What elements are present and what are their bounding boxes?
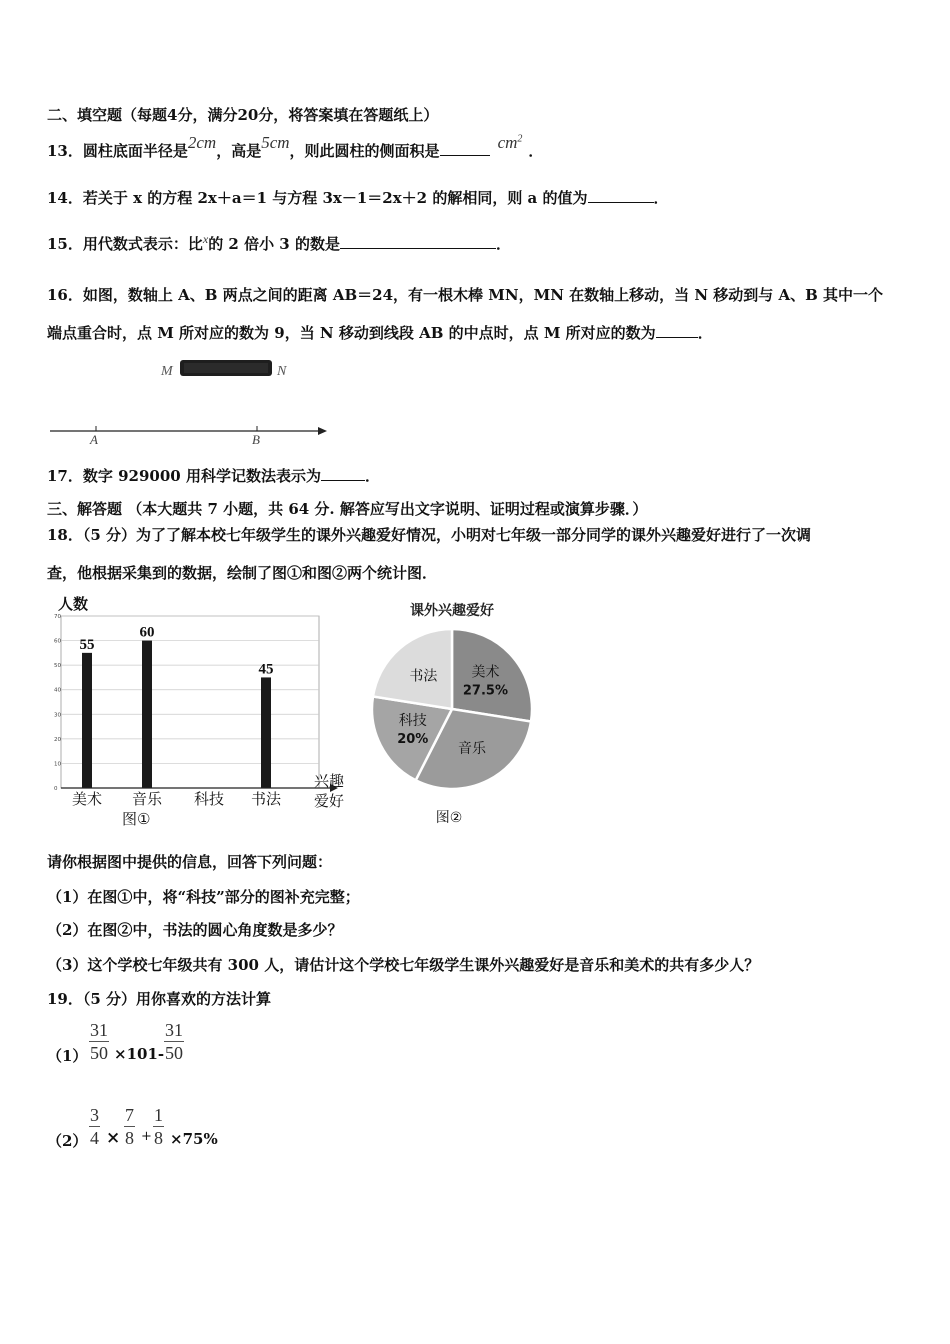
q19-p2-op2: + (141, 1129, 152, 1144)
q17-text: 17．数字 929000 用科学记数法表示为 (47, 467, 321, 485)
bar-y-tick-label: 40 (54, 687, 61, 694)
pie-slice-label: 音乐 (457, 741, 486, 758)
bar-value-label: 45 (258, 661, 274, 678)
q19-p2-fraction1 (89, 1105, 100, 1148)
q14-end: ． (653, 189, 669, 207)
q13-end: ． (528, 142, 544, 160)
bar-y-tick-label: 70 (54, 614, 61, 620)
pie-slice-label: 科技 (398, 712, 427, 729)
bar-category-label: 音乐 (131, 790, 163, 808)
section2-heading: 二、填空题（每题4分，满分20分，将答案填在答题纸上） (47, 106, 439, 124)
q13-unit-exp: 2 (517, 133, 523, 145)
stick-texture (184, 363, 268, 373)
bar-chart (40, 592, 360, 832)
q16-end: ． (697, 324, 713, 342)
section3-heading: 三、解答题 （本大题共 7 小题，共 64 分. 解答应写出文字说明、证明过程或演算步骤．） (47, 500, 648, 518)
stick-label-m: M (161, 364, 173, 379)
bar-chart-xlabel-1: 兴趣 (314, 772, 345, 790)
bar-1 (142, 641, 152, 788)
q19-p1-fraction1 (89, 1020, 109, 1063)
q18-prompt: 请你根据图中提供的信息，回答下列问题： (47, 853, 333, 871)
q15-prefix: 15．用代数式表示：比 (47, 235, 203, 253)
fraction-denominator: 8 (154, 1128, 163, 1148)
bar-chart-xlabel-2: 爱好 (314, 792, 345, 810)
fraction-numerator: 1 (154, 1105, 163, 1125)
number-line-arrow-icon (318, 427, 327, 435)
point-a-label: A (90, 432, 98, 447)
bar-y-tick-label: 30 (54, 712, 61, 719)
q19-p2-tail: ×75% (170, 1130, 218, 1148)
q13-prefix: 13．圆柱底面半径是 (47, 142, 188, 160)
q15-var: x (202, 232, 209, 246)
pie-slice-label: 美术 (471, 664, 500, 681)
q13-suffix: ，则此圆柱的侧面积是 (289, 142, 440, 160)
q19-p2-op1: × (106, 1128, 121, 1148)
q18-sub3: （3）这个学校七年级共有 300 人，请估计这个学校七年级学生课外兴趣爱好是音乐和美术的共有多少人？ (47, 956, 760, 974)
q19-p2-fraction3 (153, 1105, 164, 1148)
pie-chart-title: 课外兴趣爱好 (410, 603, 494, 619)
bar-chart-ylabel: 人数 (58, 595, 89, 613)
q17-end: ． (364, 467, 380, 485)
bar-category-label: 科技 (193, 790, 225, 808)
bar-y-tick-label: 50 (54, 663, 61, 670)
q13-unit-base: cm (497, 133, 518, 152)
q14-text: 14．若关于 x 的方程 2x＋a＝1 与方程 3x－1＝2x＋2 的解相同，则 a 的值为 (47, 189, 588, 207)
bar-category-label: 美术 (71, 790, 103, 808)
fraction-denominator: 50 (165, 1043, 183, 1063)
fraction-numerator: 7 (125, 1105, 134, 1125)
q16-line2-text: 端点重合时，点 M 所对应的数为 9，当 N 移动到线段 AB 的中点时，点 M 所对应的数为 (47, 324, 656, 342)
pie-chart-caption: 图② (435, 810, 463, 826)
q18-sub2: （2）在图②中，书法的圆心角度数是多少？ (47, 921, 343, 939)
stick-label-n: N (277, 364, 287, 379)
bar-value-label: 60 (139, 624, 155, 641)
q13-radius: 2cm (187, 133, 217, 152)
fraction-numerator: 31 (90, 1020, 108, 1040)
fraction-denominator: 4 (90, 1128, 99, 1148)
question-19-title: 19．（5 分）用你喜欢的方法计算 (47, 990, 272, 1008)
q18-sub1: （1）在图①中，将“科技”部分的图补充完整； (47, 888, 360, 906)
pie-slice-label: 书法 (409, 668, 438, 685)
question-16-line1: 16．如图，数轴上 A、B 两点之间的距离 AB＝24，有一根木棒 MN，MN 在数轴上移动，当 N 移动到与 A、B 其中一个 (47, 286, 884, 304)
bar-category-label: 书法 (250, 790, 282, 808)
fraction-numerator: 3 (90, 1105, 99, 1125)
q19-p2-fraction2 (124, 1105, 135, 1148)
q13-height: 5cm (261, 133, 290, 152)
bar-y-tick-label: 10 (54, 761, 61, 768)
q17-answer-blank[interactable] (321, 468, 365, 481)
bar-3 (261, 677, 271, 788)
bar-y-tick-label: 20 (54, 736, 61, 743)
q16-figure (0, 0, 950, 460)
fraction-denominator: 50 (90, 1043, 108, 1063)
point-b-label: B (252, 432, 260, 447)
question-18-line1: 18．（5 分）为了了解本校七年级学生的课外兴趣爱好情况，小明对七年级一部分同学的课外兴趣爱好进行了一次调 (47, 526, 812, 544)
bar-y-tick-label: 0 (54, 786, 58, 792)
pie-slice-percent: 27.5% (462, 683, 509, 699)
q13-mid: ，高是 (216, 142, 262, 160)
q19-p1-mid: ×101- (114, 1045, 165, 1063)
pie-chart (360, 595, 560, 835)
q19-p1-fraction2 (164, 1020, 184, 1063)
question-18-line2: 查，他根据采集到的数据，绘制了图①和图②两个统计图． (47, 564, 438, 582)
bar-chart-plot-frame (61, 616, 319, 788)
q15-end: ． (495, 235, 511, 253)
bar-chart-caption: 图① (122, 810, 151, 828)
bar-y-tick-label: 60 (54, 638, 61, 645)
q19-part2-label: （2） (47, 1132, 88, 1150)
pie-slice-percent: 20% (397, 731, 429, 747)
q15-suffix: 的 2 倍小 3 的数是 (208, 235, 340, 253)
fraction-denominator: 8 (125, 1128, 134, 1148)
fraction-numerator: 31 (165, 1020, 183, 1040)
bar-value-label: 55 (79, 636, 95, 653)
bar-0 (82, 653, 92, 788)
question-17 (47, 465, 380, 486)
q19-part1-label: （1） (47, 1047, 88, 1065)
